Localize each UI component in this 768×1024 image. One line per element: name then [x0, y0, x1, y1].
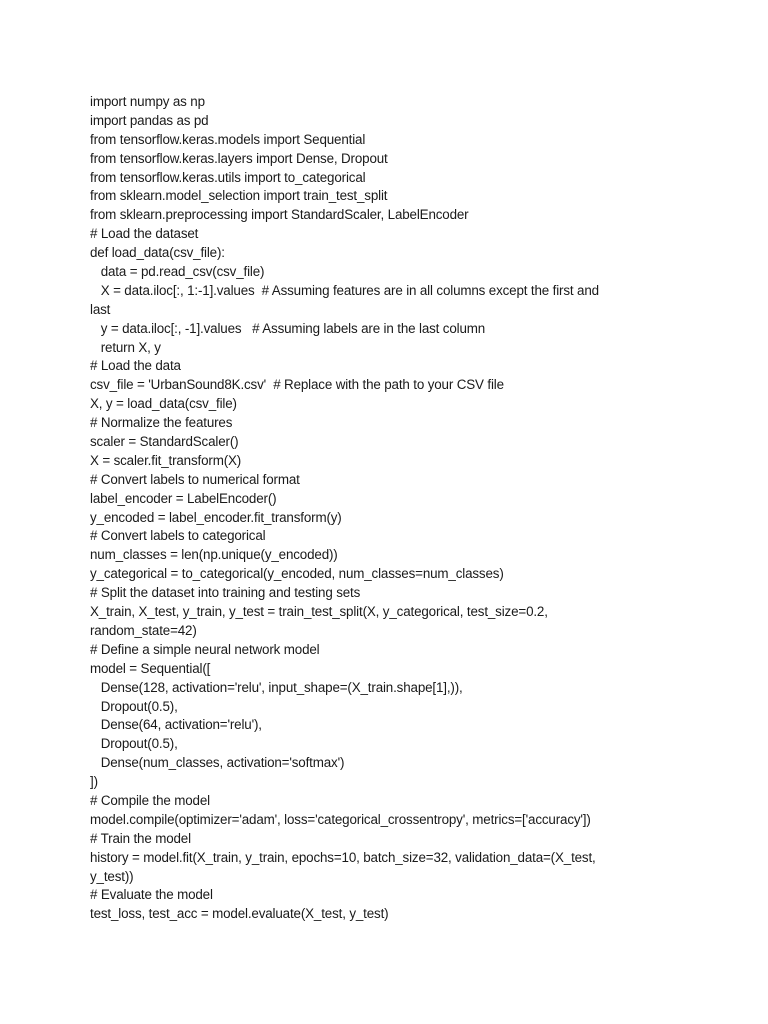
code-line: last: [90, 301, 111, 317]
code-line: X_train, X_test, y_train, y_test = train_test_split(X, y_categorical, test_size=0.2,: [90, 604, 548, 620]
code-line: return X, y: [90, 339, 161, 355]
code-line: csv_file = 'UrbanSound8K.csv' # Replace with the path to your CSV file: [90, 377, 504, 393]
code-line: import pandas as pd: [90, 112, 209, 128]
code-line: X = data.iloc[:, 1:-1].values # Assuming features are in all columns except the first and: [90, 282, 599, 298]
code-line: num_classes = len(np.unique(y_encoded)): [90, 547, 338, 563]
code-line: random_state=42): [90, 622, 197, 638]
code-line: def load_data(csv_file):: [90, 245, 225, 261]
code-line: Dense(128, activation='relu', input_shape=(X_train.shape[1],)),: [90, 679, 463, 695]
comment-line: # Normalize the features: [90, 415, 233, 431]
code-line: ]): [90, 774, 98, 790]
code-line: Dropout(0.5),: [90, 736, 178, 752]
code-line: X = scaler.fit_transform(X): [90, 452, 242, 468]
comment-line: # Split the dataset into training and testing sets: [90, 585, 361, 601]
code-line: from tensorflow.keras.layers import Dense, Dropout: [90, 150, 388, 166]
comment-line: # Convert labels to numerical format: [90, 471, 300, 487]
comment-line: # Load the dataset: [90, 226, 199, 242]
code-line: label_encoder = LabelEncoder(): [90, 490, 277, 506]
comment-line: # Load the data: [90, 358, 181, 374]
code-line: from sklearn.preprocessing import StandardScaler, LabelEncoder: [90, 207, 469, 223]
code-line: history = model.fit(X_train, y_train, epochs=10, batch_size=32, validation_data=(X_test,: [90, 849, 596, 865]
code-line: import numpy as np: [90, 94, 205, 109]
code-line: Dropout(0.5),: [90, 698, 178, 714]
code-line: y_encoded = label_encoder.fit_transform(y): [90, 509, 342, 525]
code-line: test_loss, test_acc = model.evaluate(X_test, y_test): [90, 906, 389, 922]
code-line: from tensorflow.keras.utils import to_categorical: [90, 169, 366, 185]
comment-line: # Define a simple neural network model: [90, 641, 320, 657]
code-line: model.compile(optimizer='adam', loss='categorical_crossentropy', metrics=['accuracy']): [90, 811, 591, 827]
code-line: from tensorflow.keras.models import Sequential: [90, 131, 366, 147]
code-line: y = data.iloc[:, -1].values # Assuming labels are in the last column: [90, 320, 486, 336]
code-line: Dense(num_classes, activation='softmax'): [90, 755, 345, 771]
code-text-block: [90, 93, 680, 924]
code-line: from sklearn.model_selection import train_test_split: [90, 188, 388, 204]
code-line: scaler = StandardScaler(): [90, 434, 239, 450]
code-line: y_categorical = to_categorical(y_encoded, num_classes=num_classes): [90, 566, 504, 582]
code-line: data = pd.read_csv(csv_file): [90, 264, 265, 280]
comment-line: # Convert labels to categorical: [90, 528, 266, 544]
code-line: Dense(64, activation='relu'),: [90, 717, 262, 733]
comment-line: # Evaluate the model: [90, 887, 213, 903]
code-line: y_test)): [90, 868, 134, 884]
comment-line: # Compile the model: [90, 792, 210, 808]
comment-line: # Train the model: [90, 830, 191, 846]
code-line: X, y = load_data(csv_file): [90, 396, 237, 412]
code-line: model = Sequential([: [90, 660, 211, 676]
